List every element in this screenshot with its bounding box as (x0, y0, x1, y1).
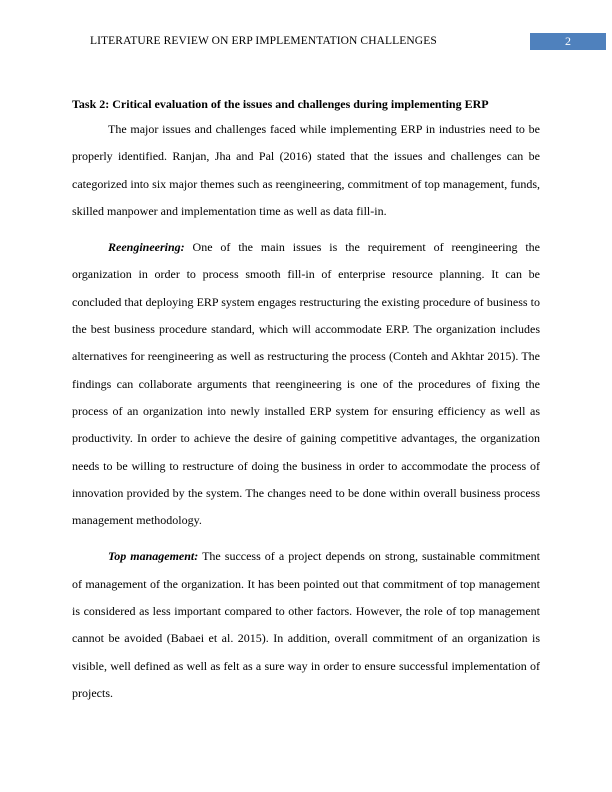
paragraph-text: One of the main issues is the requirement of reengineering the organization in order to process smooth fill-in of enterprise resource planning. It can be concluded that deploying ERP system engages restructuring the existing procedure of business to the best business procedure standard, which will accommodate ERP. The organization includes alternatives for reengineering as well as restructuring the process (Conteh and Akhtar 2015). The findings can collaborate arguments that reengineering is one of the procedures of fixing the process of an organization into newly installed ERP system for ensuring efficiency as well as productivity. In order to achieve the desire of gaining competitive advantages, the organization needs to be willing to restructure of doing the business in order to accommodate the process of innovation provided by the system. The changes need to be done within overall business process management methodology. (72, 240, 540, 528)
section-heading: Task 2: Critical evaluation of the issues and challenges during implementing ERP (72, 97, 489, 111)
paragraph-lead: Top management: (108, 549, 199, 564)
running-header-title: LITERATURE REVIEW ON ERP IMPLEMENTATION CHALLENGES (90, 35, 437, 47)
page-number-badge: 2 (530, 33, 606, 50)
paragraph-top-management (72, 543, 540, 707)
paragraph-text: The success of a project depends on strong, sustainable commitment of management of the organization. It has been pointed out that commitment of top management is considered as less important compared to other factors. However, the role of top management cannot be avoided (Babaei et al. 2015). In addition, overall commitment of an organization is visible, well defined as well as felt as a sure way in order to ensure successful implementation of projects. (72, 549, 540, 700)
paragraph-intro (72, 116, 540, 225)
paragraph-lead: Reengineering: (108, 240, 185, 255)
document-body (72, 96, 540, 716)
paragraph-text: The major issues and challenges faced while implementing ERP in industries need to be properly identified. Ranjan, Jha and Pal (2016) stated that the issues and challenges can be categorized into six major themes such as reengineering, commitment of top management, funds, skilled manpower and implementation time as well as data fill-in. (72, 122, 540, 218)
paragraph-reengineering (72, 234, 540, 534)
